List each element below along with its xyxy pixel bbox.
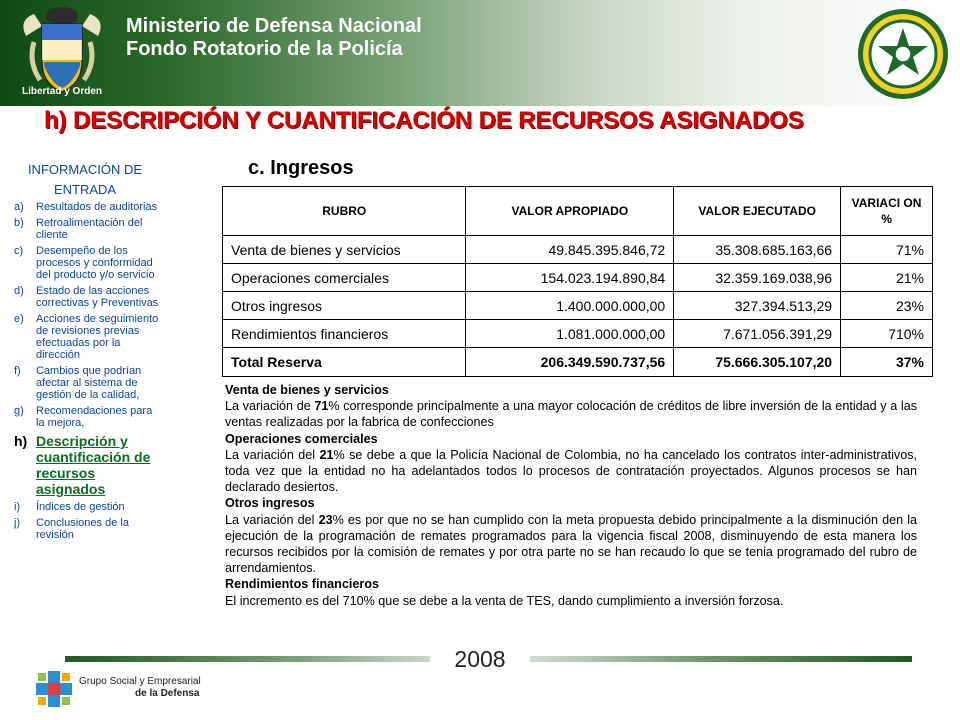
sidebar-item-recomendaciones[interactable] (10, 405, 170, 429)
cell-rubro: Operaciones comerciales (223, 264, 466, 292)
cell-valor-apropiado: 49.845.395.846,72 (466, 236, 674, 264)
footer-year: 2008 (430, 646, 530, 673)
grupo-line-2: de la Defensa (135, 688, 200, 699)
section-title: c. Ingresos (248, 157, 354, 179)
cell-valor-ejecutado: 35.308.685.163,66 (674, 236, 841, 264)
cell-valor-apropiado: 1.400.000.000,00 (466, 292, 674, 320)
sidebar-item-label: Recomendaciones para la mejora, (36, 405, 153, 429)
sidebar-item-label: Descripción y cuantificación de recursos asignados (36, 433, 151, 497)
ministry-title (126, 15, 422, 61)
cell-rubro: Otros ingresos (223, 292, 466, 320)
table-total-row (223, 348, 933, 377)
cell-valor-ejecutado: 327.394.513,29 (674, 292, 841, 320)
table-header-row (223, 187, 933, 236)
sidebar-item-letter: f) (14, 365, 21, 377)
sidebar-item-desempeno[interactable] (10, 245, 170, 281)
grupo-line-1: Grupo Social y Empresarial (79, 676, 201, 687)
note-text: La variación del (225, 447, 320, 462)
table-row (223, 236, 933, 264)
sidebar-item-label: Acciones de seguimiento de revisiones previas efectuadas por la dirección (36, 313, 159, 361)
sidebar-item-descripcion-recursos[interactable] (10, 433, 170, 497)
cell-variacion: 21% (841, 264, 933, 292)
note-highlight: 23 (318, 512, 333, 527)
cell-variacion: 710% (841, 320, 933, 348)
cell-total-variacion: 37% (841, 348, 933, 377)
sidebar-item-label: Retroalimentación del cliente (36, 217, 143, 241)
sidebar-item-letter: c) (14, 245, 24, 257)
note-text: La variación de (225, 399, 315, 414)
note-text: % es por que no se han cumplido con la meta propuesta debido principalmente a la disminución den la ejecución de la programación de remates programados para la vigencia fiscal 2008, disminuyendo de esta manera los recursos recibidos por la comisión de remates y por otra parte no se han recaudo lo que se tenia programado del rubro de arrendamientos. (225, 512, 917, 576)
note-paragraph (225, 398, 917, 430)
sidebar-item-letter: h) (14, 433, 28, 449)
variation-notes (225, 382, 917, 609)
note-text: % se debe a que la Policía Nacional de Colombia, no ha cancelado los contratos inter-administrativos, toda vez que la entidad no ha adelantados todos lo procesos de contratación proyectados. Algunos procesos se han declarado desiertos. (225, 447, 917, 495)
cell-variacion: 23% (841, 292, 933, 320)
fondo-name: Fondo Rotatorio de la Policía (126, 38, 403, 60)
table-row (223, 292, 933, 320)
motto-text: Libertad y Orden (21, 86, 102, 97)
table-row (223, 320, 933, 348)
sidebar-item-label: Cambios que podrían afectar al sistema de gestión de la calidad, (36, 365, 142, 401)
column-header-valor-apropiado: VALOR APROPIADO (466, 187, 674, 236)
sidebar-list (10, 201, 170, 541)
note-heading: Otros ingresos (225, 496, 315, 511)
page-title: h) DESCRIPCIÓN Y CUANTIFICACIÓN DE RECURSOS ASIGNADOS (44, 107, 804, 134)
cell-total-apropiado: 206.349.590.737,56 (466, 348, 674, 377)
grupo-social-logo-icon (35, 670, 73, 708)
cell-variacion: 71% (841, 236, 933, 264)
cell-valor-ejecutado: 32.359.169.038,96 (674, 264, 841, 292)
note-text: % corresponde principalmente a una mayor colocación de créditos de libre inversión de la entidad y a las ventas realizadas por la fabrica de confecciones (225, 399, 917, 430)
sidebar-item-indices[interactable] (10, 501, 170, 513)
cell-valor-ejecutado: 7.671.056.391,29 (674, 320, 841, 348)
sidebar-item-letter: d) (14, 285, 24, 297)
police-seal-icon (857, 8, 949, 100)
column-header-rubro: RUBRO (223, 187, 466, 236)
sidebar-item-acciones-correctivas[interactable] (10, 285, 170, 309)
sidebar-item-label: Resultados de auditorias (36, 201, 158, 213)
note-paragraph (225, 593, 917, 609)
sidebar-item-cambios[interactable] (10, 365, 170, 401)
note-heading: Rendimientos financieros (225, 577, 379, 592)
sidebar-item-label: Estado de las acciones correctivas y Preventivas (36, 285, 159, 309)
cell-valor-apropiado: 1.081.000.000,00 (466, 320, 674, 348)
sidebar-item-resultados[interactable] (10, 201, 170, 213)
sidebar-item-letter: a) (14, 201, 24, 213)
column-header-variacion: VARIACI ON % (841, 187, 933, 236)
sidebar-item-letter: j) (14, 517, 21, 529)
column-header-valor-ejecutado: VALOR EJECUTADO (674, 187, 841, 236)
sidebar-item-label: Índices de gestión (36, 501, 125, 513)
sidebar-item-label: Conclusiones de la revisión (36, 517, 129, 541)
sidebar-item-letter: g) (14, 405, 24, 417)
sidebar-item-label: Desempeño de los procesos y conformidad del producto y/o servicio (36, 245, 155, 281)
sidebar-item-retroalimentacion[interactable] (10, 217, 170, 241)
sidebar-item-conclusiones[interactable] (10, 517, 170, 541)
note-paragraph (225, 447, 917, 496)
cell-rubro: Venta de bienes y servicios (223, 236, 466, 264)
cell-rubro: Rendimientos financieros (223, 320, 466, 348)
sidebar-item-letter: e) (14, 313, 24, 325)
note-heading: Venta de bienes y servicios (225, 383, 389, 397)
note-heading: Operaciones comerciales (225, 431, 378, 446)
header-banner (0, 0, 960, 106)
ministry-name: Ministerio de Defensa Nacional (126, 15, 422, 37)
sidebar-item-letter: b) (14, 217, 24, 229)
sidebar (10, 160, 170, 545)
note-text: El incremento es del 710% que se debe a la venta de TES, dando cumplimiento a inversión forzosa. (225, 593, 784, 608)
sidebar-item-seguimiento[interactable] (10, 313, 170, 361)
note-paragraph (225, 512, 917, 577)
ingresos-table (222, 186, 933, 377)
cell-valor-apropiado: 154.023.194.890,84 (466, 264, 674, 292)
cell-total-label: Total Reserva (223, 348, 466, 377)
sidebar-heading: INFORMACIÓN DE ENTRADA (27, 162, 143, 197)
table-row (223, 264, 933, 292)
note-highlight: 71 (314, 399, 329, 414)
note-text: La variación del (225, 512, 319, 527)
cell-total-ejecutado: 75.666.305.107,20 (674, 348, 841, 377)
grupo-social-text (79, 676, 201, 700)
note-highlight: 21 (319, 447, 334, 462)
sidebar-item-letter: i) (14, 501, 21, 513)
